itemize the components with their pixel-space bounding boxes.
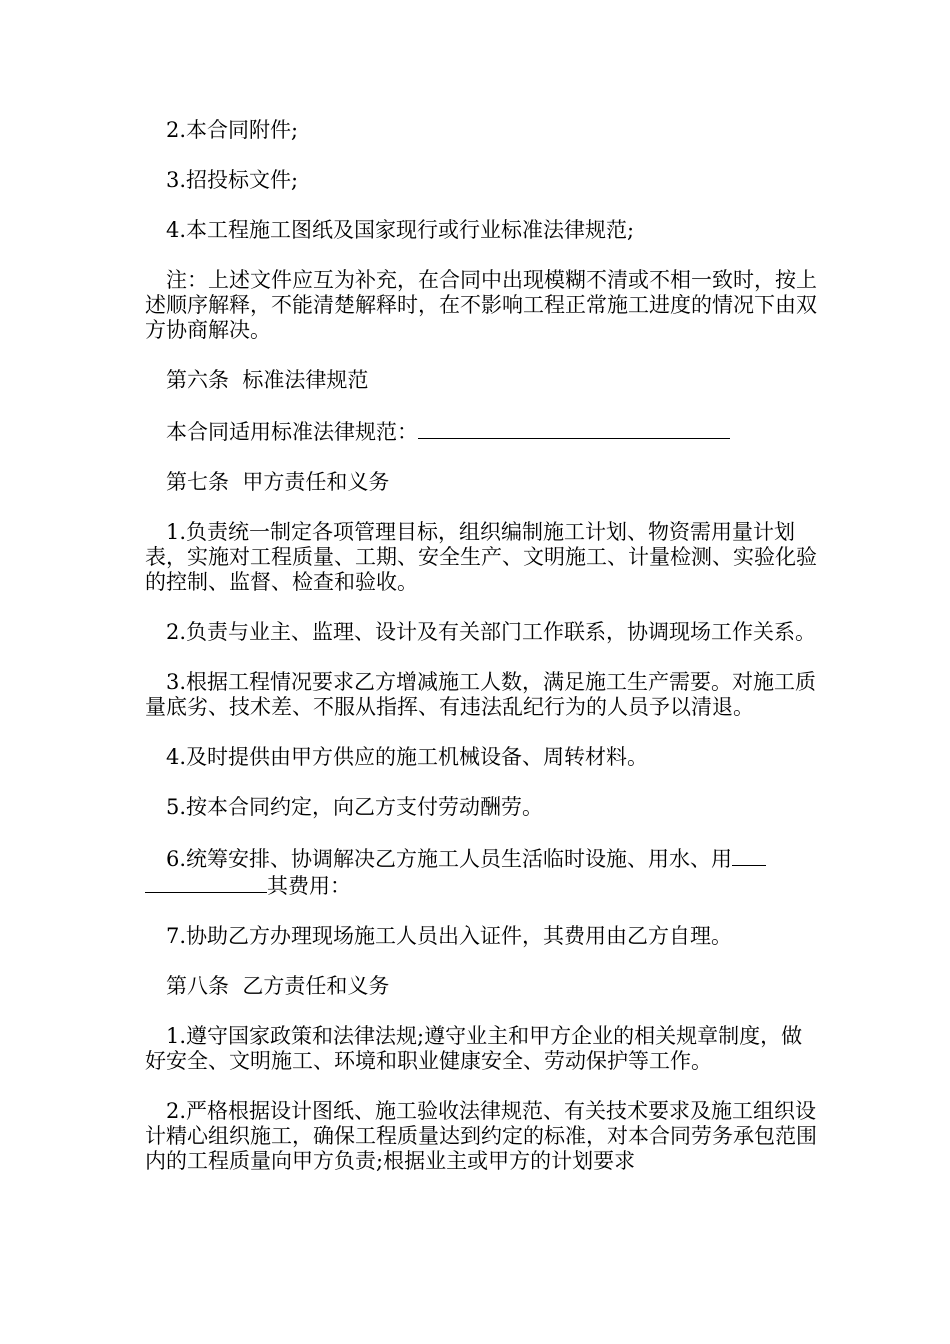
applicable-standards-label: 本合同适用标准法律规范： bbox=[166, 420, 418, 444]
party-a-duty-4: 4.及时提供由甲方供应的施工机械设备、周转材料。 bbox=[166, 745, 649, 769]
clause-note: 注：上述文件应互为补充，在合同中出现模糊不清或不相一致时，按上述顺序解释，不能清楚解释时，在不影响工程正常施工进度的情况下由双方协商解决。 bbox=[145, 268, 817, 342]
party-a-duty-3: 3.根据工程情况要求乙方增减施工人数，满足施工生产需要。对施工质量底劣、技术差、不服从指挥、有违法乱纪行为的人员予以清退。 bbox=[145, 670, 817, 719]
article-6-heading: 第六条 标准法律规范 bbox=[166, 368, 369, 392]
party-a-duty-2: 2.负责与业主、监理、设计及有关部门工作联系，协调现场工作关系。 bbox=[166, 620, 817, 644]
clause-item-attachments: 2.本合同附件; bbox=[166, 118, 299, 142]
document-page bbox=[145, 118, 817, 1199]
clause-item-tender-docs: 3.招投标文件; bbox=[166, 168, 299, 192]
party-a-duty-1: 1.负责统一制定各项管理目标，组织编制施工计划、物资需用量计划表，实施对工程质量、工期、安全生产、文明施工、计量检测、实验化验的控制、监督、检查和验收。 bbox=[145, 520, 817, 594]
fill-in-blank bbox=[145, 872, 267, 893]
fill-in-blank bbox=[732, 845, 766, 866]
fill-in-blank bbox=[418, 418, 730, 439]
article-8-heading: 第八条 乙方责任和义务 bbox=[166, 974, 390, 998]
party-a-duty-6-tail: 其费用： bbox=[267, 874, 351, 898]
party-a-duty-6-text: 6.统筹安排、协调解决乙方施工人员生活临时设施、用水、用 bbox=[166, 847, 733, 871]
party-b-duty-1: 1.遵守国家政策和法律法规;遵守业主和甲方企业的相关规章制度，做好安全、文明施工、环境和职业健康安全、劳动保护等工作。 bbox=[145, 1024, 803, 1073]
party-a-duty-7: 7.协助乙方办理现场施工人员出入证件，其费用由乙方自理。 bbox=[166, 924, 733, 948]
clause-item-drawings-standards: 4.本工程施工图纸及国家现行或行业标准法律规范; bbox=[166, 218, 635, 242]
applicable-standards-line bbox=[145, 418, 817, 445]
party-a-duty-5: 5.按本合同约定，向乙方支付劳动酬劳。 bbox=[166, 795, 544, 819]
article-7-heading: 第七条 甲方责任和义务 bbox=[166, 470, 390, 494]
party-a-duty-6 bbox=[145, 845, 817, 899]
party-b-duty-2: 2.严格根据设计图纸、施工验收法律规范、有关技术要求及施工组织设计精心组织施工，确保工程质量达到约定的标准，对本合同劳务承包范围内的工程质量向甲方负责;根据业主或甲方的计划要求 bbox=[145, 1099, 817, 1173]
